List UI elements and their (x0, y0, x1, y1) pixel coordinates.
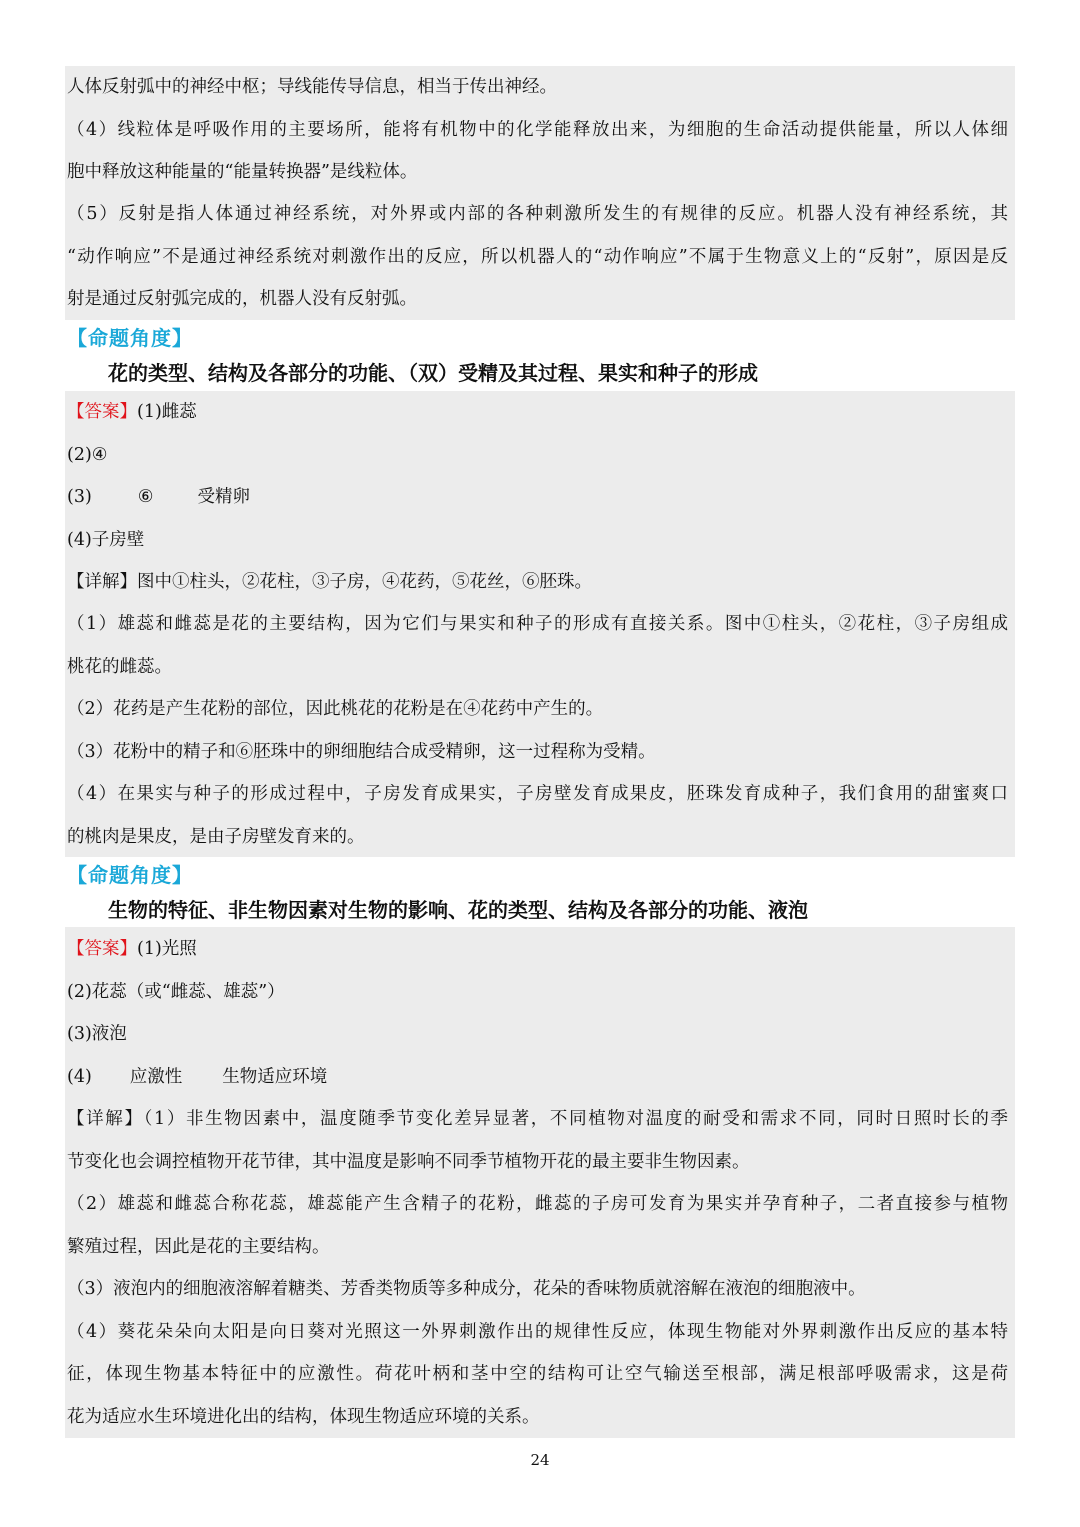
answer-part: ⑥ (137, 487, 154, 507)
answer-tag: 【答案】 (67, 939, 137, 959)
section-heading: 【命题角度】 (67, 863, 193, 887)
paragraph-line: 的桃肉是果皮，是由子房壁发育来的。 (67, 827, 365, 847)
answer-line-2: (2)④ (67, 445, 108, 465)
paragraph-line: 征，体现生物基本特征中的应激性。荷花叶柄和茎中空的结构可让空气输送至根部，满足根部呼吸需求，这是荷 (67, 1364, 1008, 1384)
answer-line-4 (67, 1065, 327, 1089)
page-number: 24 (530, 1451, 550, 1469)
paragraph-line: 桃花的雌蕊。 (67, 657, 172, 677)
paragraph-line: （2）花药是产生花粉的部位，因此桃花的花粉是在④花药中产生的。 (67, 699, 604, 719)
answer-line-1 (67, 937, 197, 961)
answer-line-4: (4)子房壁 (67, 530, 145, 550)
detail-first-line (67, 1107, 1008, 1131)
paragraph-line: （3）花粉中的精子和⑥胚珠中的卵细胞结合成受精卵，这一过程称为受精。 (67, 742, 656, 762)
paragraph-line: （2）雄蕊和雌蕊合称花蕊，雄蕊能产生含精子的花粉，雌蕊的子房可发育为果实并孕育种子，二者直接参与植物 (67, 1194, 1008, 1214)
paragraph-line: 繁殖过程，因此是花的主要结构。 (67, 1237, 330, 1257)
detail-text: 图中①柱头，②花柱，③子房，④花药，⑤花丝，⑥胚珠。 (137, 572, 592, 592)
detail-intro-line (67, 570, 592, 594)
answer-number: (4) (67, 1067, 92, 1087)
paragraph-line: 射是通过反射弧完成的，机器人没有反射弧。 (67, 289, 417, 309)
paragraph-line: 花为适应水生环境进化出的结构，体现生物适应环境的关系。 (67, 1407, 540, 1427)
paragraph-line: （4）葵花朵朵向太阳是向日葵对光照这一外界刺激作出的规律性反应，体现生物能对外界刺激作出反应的基本特 (67, 1322, 1008, 1342)
paragraph-line: （4）线粒体是呼吸作用的主要场所，能将有机物中的化学能释放出来，为细胞的生命活动提供能量，所以人体细 (67, 120, 1008, 140)
paragraph-line: （1）雄蕊和雌蕊是花的主要结构，因为它们与果实和种子的形成有直接关系。图中①柱头，②花柱，③子房组成 (67, 614, 1008, 634)
paragraph-line: （5）反射是指人体通过神经系统，对外界或内部的各种刺激所发生的有规律的反应。机器人没有神经系统，其 (67, 204, 1008, 224)
paragraph-line: （4）在果实与种子的形成过程中，子房发育成果实，子房壁发育成果皮，胚珠发育成种子，我们食用的甜蜜爽口 (67, 784, 1008, 804)
answer-part: 受精卵 (197, 487, 250, 507)
paragraph-line: 胞中释放这种能量的“能量转换器”是线粒体。 (67, 162, 418, 182)
answer-tag: 【答案】 (67, 402, 137, 422)
detail-text: （1）非生物因素中，温度随季节变化差异显著，不同植物对温度的耐受和需求不同，同时日照时长的季 (143, 1109, 1008, 1129)
topic-title: 花的类型、结构及各部分的功能、（双）受精及其过程、果实和种子的形成 (108, 361, 758, 385)
answer-text: (1)雌蕊 (137, 402, 197, 422)
answer-text: (1)光照 (137, 939, 197, 959)
answer-number: (3) (67, 487, 92, 507)
answer-part: 生物适应环境 (222, 1067, 328, 1087)
detail-tag: 【详解】 (67, 1109, 144, 1129)
section1-background (65, 66, 1015, 320)
answer-line-3 (67, 485, 250, 509)
topic-title: 生物的特征、非生物因素对生物的影响、花的类型、结构及各部分的功能、液泡 (108, 898, 808, 922)
paragraph-line: 人体反射弧中的神经中枢；导线能传导信息，相当于传出神经。 (67, 77, 557, 97)
answer-line-3: (3)液泡 (67, 1024, 127, 1044)
answer-part: 应激性 (129, 1067, 183, 1087)
paragraph-line: 节变化也会调控植物开花节律，其中温度是影响不同季节植物开花的最主要非生物因素。 (67, 1152, 750, 1172)
paragraph-line: （3）液泡内的细胞液溶解着糖类、芳香类物质等多种成分，花朵的香味物质就溶解在液泡的细胞液中。 (67, 1279, 866, 1299)
detail-tag: 【详解】 (67, 572, 137, 592)
section-heading: 【命题角度】 (67, 326, 193, 350)
answer-line-2: (2)花蕊（或“雌蕊、雄蕊”） (67, 982, 285, 1002)
answer-line-1 (67, 400, 197, 424)
paragraph-line: “动作响应”不是通过神经系统对刺激作出的反应，所以机器人的“动作响应”不属于生物意义上的“反射”，原因是反 (67, 247, 1008, 267)
